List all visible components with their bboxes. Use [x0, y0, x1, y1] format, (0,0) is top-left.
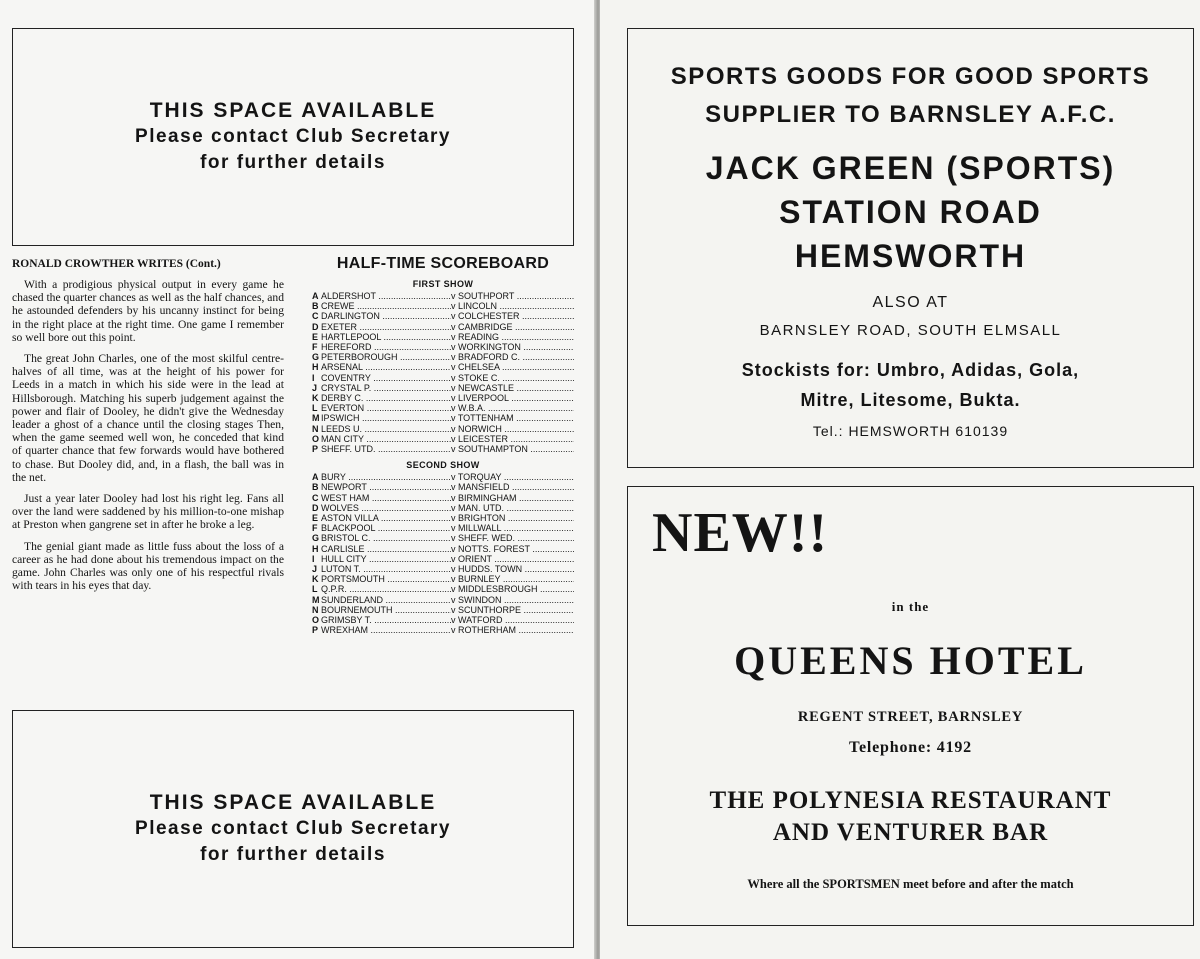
jack-green-telephone: Tel.: HEMSWORTH 610139 — [812, 422, 1009, 439]
fixture-away-team: v SOUTHAMPTON ..... — [451, 444, 574, 454]
bottom-advert-line1: THIS SPACE AVAILABLE — [149, 791, 437, 814]
fixture-letter: L — [312, 584, 318, 595]
fixture-row — [312, 291, 574, 301]
left-page — [0, 0, 596, 959]
fixture-letter: C — [312, 311, 319, 322]
fixture-away-team: v WATFORD ..... — [451, 615, 574, 625]
fixture-row — [312, 424, 574, 434]
fixture-row — [312, 564, 574, 574]
fixture-letter: C — [312, 492, 319, 503]
fixture-away-team: v W.B.A. ..... — [451, 403, 574, 413]
scoreboard-title: HALF-TIME SCOREBOARD — [336, 255, 550, 272]
fixture-letter: E — [312, 513, 319, 524]
fixture-letter: I — [312, 553, 315, 564]
fixture-away-team: v LIVERPOOL ..... — [451, 393, 574, 403]
jack-green-stockists: Stockists for: Umbro, Adidas, Gola, — [741, 359, 1080, 380]
fixture-away-team: v MAN. UTD. ..... — [451, 503, 574, 513]
fixture-row — [312, 625, 574, 635]
fixture-row — [312, 533, 574, 543]
fixture-home-team: CARLISLE ..... — [321, 544, 451, 554]
fixture-row — [312, 513, 574, 523]
fixture-row — [312, 434, 574, 444]
fixture-letter: B — [312, 301, 319, 312]
queens-hotel-restaurant: THE POLYNESIA RESTAURANT — [709, 787, 1112, 814]
first-show-title: FIRST SHOW — [412, 279, 474, 289]
fixture-away-team: v NORWICH ..... — [451, 424, 574, 434]
bottom-advert-line2: Please contact Club Secretary — [135, 818, 451, 839]
fixture-home-team: ALDERSHOT ..... — [321, 291, 451, 301]
fixture-home-team: BURY ..... — [321, 472, 451, 482]
queens-hotel-name: QUEENS HOTEL — [734, 638, 1087, 683]
fixture-away-team: v ROTHERHAM ..... — [451, 625, 574, 635]
top-advert-line2: Please contact Club Secretary — [135, 126, 451, 147]
jack-green-supplier: SUPPLIER TO BARNSLEY A.F.C. — [705, 100, 1116, 128]
jack-green-address-town: HEMSWORTH — [794, 237, 1027, 274]
fixture-away-team: v SHEFF. WED. ..... — [451, 533, 574, 543]
fixture-home-team: NEWPORT ..... — [321, 482, 451, 492]
fixture-away-team: v STOKE C. ..... — [451, 373, 574, 383]
fixture-row — [312, 393, 574, 403]
fixture-home-team: LUTON T. ..... — [321, 564, 451, 574]
fixture-letter: D — [312, 502, 319, 513]
fixture-home-team: DERBY C. ..... — [321, 393, 451, 403]
fixture-home-team: WEST HAM ..... — [321, 493, 451, 503]
fixture-row — [312, 322, 574, 332]
queens-hotel-telephone: Telephone: 4192 — [849, 739, 972, 756]
fixture-row — [312, 523, 574, 533]
fixture-row — [312, 301, 574, 311]
fixture-letter: H — [312, 543, 319, 554]
fixture-away-team: v BURNLEY ..... — [451, 574, 574, 584]
fixture-home-team: CRYSTAL P. ..... — [321, 383, 451, 393]
fixture-letter: G — [312, 533, 320, 544]
jack-green-advert — [627, 28, 1194, 468]
fixture-home-team: WOLVES ..... — [321, 503, 451, 513]
fixture-away-team: v TORQUAY ..... — [451, 472, 574, 482]
jack-green-stockists-cont: Mitre, Litesome, Bukta. — [800, 389, 1021, 410]
fixture-row — [312, 362, 574, 372]
fixture-row — [312, 574, 574, 584]
fixture-letter: A — [312, 291, 319, 301]
fixture-home-team: COVENTRY ..... — [321, 373, 451, 383]
fixture-letter: D — [312, 321, 319, 332]
fixture-row — [312, 482, 574, 492]
fixture-away-team: v BIRMINGHAM ..... — [451, 493, 574, 503]
fixture-away-team: v WORKINGTON ..... — [451, 342, 574, 352]
jack-green-name: JACK GREEN (SPORTS) — [705, 149, 1116, 186]
half-time-scoreboard — [312, 255, 574, 642]
fixture-letter: M — [312, 594, 320, 605]
fixture-letter: F — [312, 523, 318, 534]
fixture-letter: K — [312, 393, 319, 404]
fixture-letter: B — [312, 482, 319, 493]
fixture-home-team: SHEFF. UTD. ..... — [321, 444, 451, 454]
fixture-away-team: v BRADFORD C. ..... — [451, 352, 574, 362]
fixture-away-team: v CHELSEA ..... — [451, 362, 574, 372]
fixture-home-team: SUNDERLAND ..... — [321, 595, 451, 605]
fixture-row — [312, 332, 574, 342]
fixture-letter: I — [312, 372, 315, 383]
fixture-home-team: PETERBOROUGH ..... — [321, 352, 451, 362]
fixture-home-team: LEEDS U. ..... — [321, 424, 451, 434]
fixture-away-team: v MIDDLESBROUGH ..... — [451, 584, 574, 594]
fixture-row — [312, 554, 574, 564]
article-heading: RONALD CROWTHER WRITES (Cont.) — [12, 258, 221, 270]
fixture-home-team: MAN CITY ..... — [321, 434, 451, 444]
queens-hotel-advert — [627, 486, 1194, 926]
fixture-letter: P — [312, 625, 319, 636]
fixture-home-team: EXETER ..... — [321, 322, 451, 332]
fixture-row — [312, 352, 574, 362]
article-paragraph: Just a year later Dooley had lost his right leg. Fans all over the land were saddened by his million-to-one mishap at Preston when gangrene set in after he broke a leg. — [12, 492, 284, 532]
fixture-row — [312, 503, 574, 513]
queens-hotel-street: REGENT STREET, BARNSLEY — [797, 709, 1024, 725]
fixture-row — [312, 544, 574, 554]
queens-hotel-tagline: Where all the SPORTSMEN meet before and after the match — [747, 877, 1074, 891]
fixture-letter: L — [312, 403, 318, 414]
jack-green-slogan: SPORTS GOODS FOR GOOD SPORTS — [670, 62, 1151, 90]
fixture-row — [312, 403, 574, 413]
fixture-letter: A — [312, 472, 319, 483]
second-show-title: SECOND SHOW — [406, 460, 480, 471]
fixture-row — [312, 584, 574, 594]
fixture-away-team: v READING ..... — [451, 332, 574, 342]
fixture-home-team: BRISTOL C. ..... — [321, 533, 451, 543]
fixture-row — [312, 413, 574, 423]
fixture-letter: M — [312, 413, 320, 424]
fixture-away-team: v COLCHESTER ..... — [451, 311, 574, 321]
fixture-letter: H — [312, 362, 319, 373]
fixture-home-team: CREWE ..... — [321, 301, 451, 311]
bottom-advert-line3: for further details — [200, 844, 386, 865]
fixture-row — [312, 472, 574, 482]
fixture-home-team: IPSWICH ..... — [321, 413, 451, 423]
fixture-away-team: v BRIGHTON ..... — [451, 513, 574, 523]
fixture-letter: N — [312, 604, 319, 615]
first-show-fixtures — [312, 291, 574, 454]
bottom-advert-space — [12, 710, 574, 948]
fixture-away-team: v ORIENT ..... — [451, 554, 574, 564]
fixture-row — [312, 444, 574, 454]
fixture-home-team: EVERTON ..... — [321, 403, 451, 413]
fixture-row — [312, 373, 574, 383]
fixture-away-team: v CAMBRIDGE ..... — [451, 322, 574, 332]
fixture-row — [312, 615, 574, 625]
fixture-home-team: ASTON VILLA ..... — [321, 513, 451, 523]
jack-green-address-street: STATION ROAD — [779, 193, 1042, 230]
fixture-away-team: v MILLWALL ..... — [451, 523, 574, 533]
article-paragraph: With a prodigious physical output in every game he chased the quarter chances as well as the half chances, and he astounded defenders by his uncanny instinct for being in the right place at the right time. One game I remember so well bore out this point. — [12, 278, 285, 344]
fixture-letter: O — [312, 433, 320, 444]
fixture-home-team: Q.P.R. ..... — [321, 584, 451, 594]
fixture-away-team: v SWINDON ..... — [451, 595, 574, 605]
fixture-home-team: BOURNEMOUTH ..... — [321, 605, 451, 615]
fixture-home-team: ARSENAL ..... — [321, 362, 451, 372]
fixture-row — [312, 493, 574, 503]
fixture-row — [312, 342, 574, 352]
fixture-away-team: v SCUNTHORPE ..... — [451, 605, 574, 615]
fixture-letter: J — [312, 382, 318, 393]
article-column — [12, 258, 284, 600]
fixture-letter: E — [312, 331, 319, 342]
fixture-row — [312, 311, 574, 321]
right-page — [600, 0, 1200, 959]
jack-green-branch-address: BARNSLEY ROAD, SOUTH ELMSALL — [759, 321, 1062, 339]
fixture-row — [312, 595, 574, 605]
queens-hotel-headline: NEW!! — [652, 502, 829, 564]
second-show-fixtures — [312, 472, 574, 635]
fixture-letter: O — [312, 615, 320, 626]
fixture-away-team: v SOUTHPORT ..... — [451, 291, 574, 301]
queens-hotel-in-the: in the — [891, 599, 930, 614]
fixture-home-team: HARTLEPOOL ..... — [321, 332, 451, 342]
fixture-home-team: BLACKPOOL ..... — [321, 523, 451, 533]
fixture-home-team: DARLINGTON ..... — [321, 311, 451, 321]
fixture-home-team: GRIMSBY T. ..... — [321, 615, 451, 625]
top-advert-line3: for further details — [200, 152, 386, 173]
fixture-letter: K — [312, 574, 319, 585]
jack-green-also-at: ALSO AT — [872, 293, 949, 311]
fixture-letter: F — [312, 342, 318, 353]
fixture-away-team: v MANSFIELD ..... — [451, 482, 574, 492]
fixture-letter: J — [312, 564, 318, 575]
fixture-away-team: v HUDDS. TOWN ..... — [451, 564, 574, 574]
fixture-away-team: v LINCOLN ..... — [451, 301, 574, 311]
fixture-away-team: v NOTTS. FOREST ..... — [451, 544, 574, 554]
fixture-letter: P — [312, 444, 319, 455]
fixture-away-team: v LEICESTER ..... — [451, 434, 574, 444]
fixture-letter: G — [312, 352, 320, 363]
article-paragraph: The genial giant made as little fuss about the loss of a career as he had done about his tremendous impact on the game. John Charles was only one of his respectful rivals with tears in his eyes that day. — [12, 539, 284, 593]
fixture-away-team: v TOTTENHAM ..... — [451, 413, 574, 423]
fixture-home-team: WREXHAM ..... — [321, 625, 451, 635]
queens-hotel-bar: AND VENTURER BAR — [772, 819, 1049, 846]
fixture-home-team: PORTSMOUTH ..... — [321, 574, 451, 584]
fixture-home-team: HEREFORD ..... — [321, 342, 451, 352]
top-advert-line1: THIS SPACE AVAILABLE — [149, 99, 437, 122]
fixture-letter: N — [312, 423, 319, 434]
fixture-home-team: HULL CITY ..... — [321, 554, 451, 564]
article-paragraph: The great John Charles, one of the most skilful centre-halves of all time, was at the height of his power for Leeds in a match in which his side were in the lead at Hillsborough. Matching his superb judgement against the power and flair of Dooley, he didn't give the Wednesday leader a ghost of a chance until the closing stages Then, when the game seemed well won, he conceded that kind of quarter chance that few forwards would have bothered to chase. But Dooley did, and, in a flash, the ball was in the net. — [12, 352, 284, 484]
fixture-row — [312, 605, 574, 615]
fixture-away-team: v NEWCASTLE ..... — [451, 383, 574, 393]
fixture-row — [312, 383, 574, 393]
top-advert-space — [12, 28, 574, 246]
